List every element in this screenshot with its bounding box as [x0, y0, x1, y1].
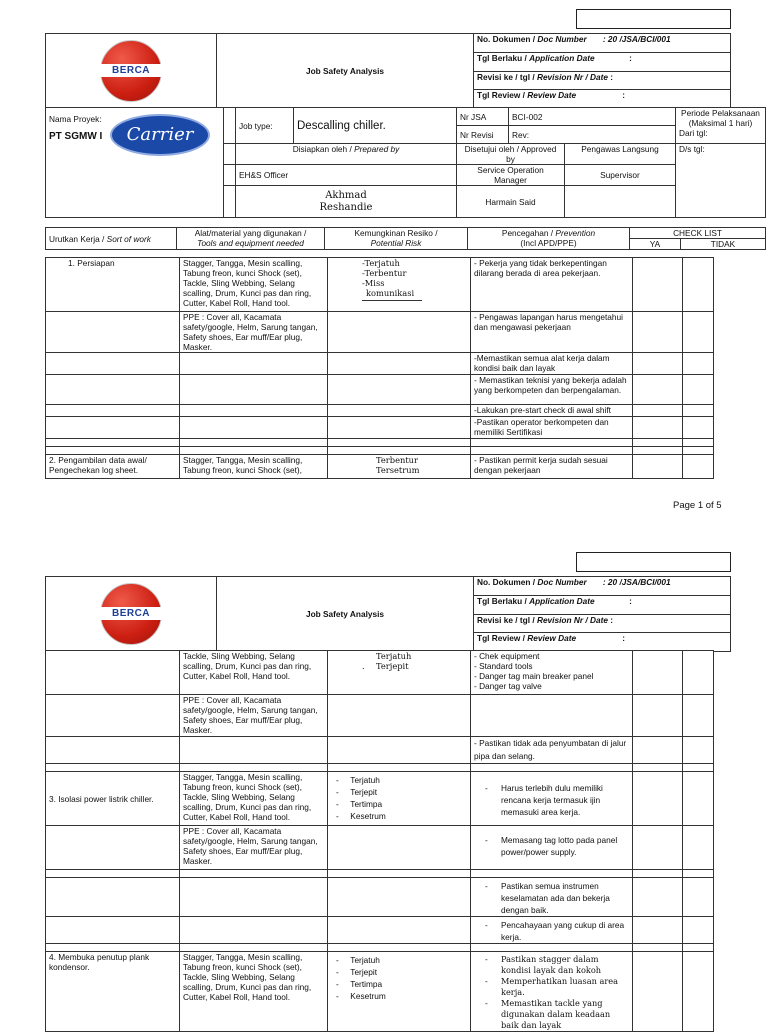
table-row	[46, 695, 714, 737]
periode-sub: (Maksimal 1 hari)	[688, 118, 753, 128]
step-3-prevention-3: - Pastikan semua instrumen keselamatan ada dan bekerja dengan baik.	[471, 878, 633, 917]
step-3-tools: Stagger, Tangga, Mesin scalling, Tabung freon, kunci Shock (set), Tackle, Sling Webbing, Selang scalling, Drum, Kunci pas dan ring, Cutter, Kabel Roll, Hand tool.	[180, 772, 328, 826]
job-type-label: Job type:	[236, 108, 294, 144]
col-tools-header: Alat/material yang digunakan / Tools and equipment needed	[177, 228, 325, 250]
job-type-value: Descalling chiller.	[294, 108, 457, 144]
project-info-table	[45, 107, 766, 218]
review-date-row: Tgl Review / Review Date :	[474, 90, 731, 109]
col-risk-header: Kemungkinan Resiko / Potential Risk	[325, 228, 468, 250]
step-3-label: 3. Isolasi power listrik chiller.	[46, 772, 180, 826]
col-prevention-header: Pencegahan / Prevention (Incl APD/PPE)	[468, 228, 630, 250]
table-row	[46, 439, 714, 447]
cont-risks: Terjatuh . Terjepit	[328, 651, 471, 695]
col-step-header: Urutkan Kerja / Sort of work	[46, 228, 177, 250]
table-row	[46, 952, 714, 1032]
table-row	[46, 258, 714, 312]
nr-jsa-label: Nr JSA	[457, 108, 509, 126]
step-1-prevention-1: - Pekerja yang tidak berkepentingan dilarang berada di area pekerjaan.	[471, 258, 633, 312]
page2-header-table	[45, 576, 731, 652]
step-1-prevention-4: - Memastikan teknisi yang bekerja adalah yang berkompeten dan berpengalaman.	[471, 375, 633, 405]
step-1-label: 1. Persiapan	[46, 258, 180, 312]
application-date-row: Tgl Berlaku / Application Date :	[474, 595, 731, 614]
periode-label: Periode Pelaksanaan	[681, 108, 760, 118]
berca-logo-cell	[46, 577, 217, 652]
step-1-risks: -Terjatuh -Terbentur -Miss komunikasi	[328, 258, 471, 312]
step-1-ppe: PPE : Cover all, Kacamata safety/google, Helm, Sarung tangan, Safety shoes, Ear muff/Ear plug, Masker.	[180, 312, 328, 353]
dari-tgl: Dari tgl:	[679, 128, 708, 138]
step-4-risks: - Terjatuh - Terjepit - Tertimpa - Kesetrum	[328, 952, 471, 1032]
ds-tgl-cell	[676, 144, 766, 218]
table-row	[46, 944, 714, 952]
berca-logo-text: BERCA	[98, 64, 164, 77]
page1-header-table	[45, 33, 731, 109]
step-4-label: 4. Membuka penutup plank kondensor.	[46, 952, 180, 1032]
prepared-by-label: Disiapkan oleh / Prepared by	[236, 144, 457, 165]
table-row	[46, 764, 714, 772]
table-row	[46, 826, 714, 870]
step-3-prevention-4: - Pencahayaan yang cukup di area kerja.	[471, 917, 633, 944]
table-row	[46, 737, 714, 764]
prepared-role: EH&S Officer	[236, 165, 457, 186]
approved-by-label: Disetujui oleh / Approved by	[457, 144, 565, 165]
column-header-table	[45, 227, 766, 250]
page-title: Job Safety Analysis	[217, 577, 474, 652]
application-date-row: Tgl Berlaku / Application Date :	[474, 52, 731, 71]
table-row	[46, 405, 714, 417]
table-row	[46, 447, 714, 455]
cont-ppe: PPE : Cover all, Kacamata safety/google, Helm, Sarung tangan, Safety shoes, Ear muff/Ear plug, Masker.	[180, 695, 328, 737]
page1-top-box	[576, 9, 731, 29]
cont-tools: Tackle, Sling Webbing, Selang scalling, Drum, Kunci pas dan ring, Cutter, Kabel Roll, Hand tool.	[180, 651, 328, 695]
col-tidak-header: TIDAK	[681, 239, 766, 250]
nr-revisi-label: Nr Revisi	[457, 126, 509, 144]
table-row	[46, 455, 714, 479]
pengawas-label: Pengawas Langsung	[565, 144, 676, 165]
col-checklist-header: CHECK LIST	[630, 228, 766, 239]
table-row	[46, 375, 714, 405]
ds-tgl: D/s tgl:	[679, 144, 705, 154]
revision-row: Revisi ke / tgl / Revision Nr / Date :	[474, 71, 731, 90]
step-4-tools: Stagger, Tangga, Mesin scalling, Tabung freon, kunci Shock (set), Tackle, Sling Webbing, Selang scalling, Drum, Kunci pas dan ring, Cutter, Kabel Roll, Hand tool.	[180, 952, 328, 1032]
table-row	[46, 772, 714, 826]
project-name-cell	[46, 108, 224, 218]
step-1-prevention-2: - Pengawas lapangan harus mengetahui dan mengawasi pekerjaan	[471, 312, 633, 353]
revision-row: Revisi ke / tgl / Revision Nr / Date :	[474, 614, 731, 633]
revision-value: Rev:	[509, 126, 676, 144]
step-2-risks: Terbentur Tersetrum	[328, 455, 471, 479]
nr-jsa-value: BCI-002	[509, 108, 676, 126]
table-row	[46, 917, 714, 944]
project-name-label: Nama Proyek:	[49, 114, 102, 124]
berca-logo-cell	[46, 34, 217, 109]
table-row	[46, 417, 714, 439]
table-row	[46, 353, 714, 375]
periode-cell	[676, 108, 766, 144]
table-row	[46, 870, 714, 878]
step-3-ppe: PPE : Cover all, Kacamata safety/google, Helm, Sarung tangan, Safety shoes, Ear muff/Ear plug, Masker.	[180, 826, 328, 870]
col-ya-header: YA	[630, 239, 681, 250]
pengawas-role: Supervisor	[565, 165, 676, 186]
step-1-tools: Stagger, Tangga, Mesin scalling, Tabung freon, kunci Shock (set), Tackle, Sling Webbing, Selang scalling, Drum, Kunci pas dan ring, Cutter, Kabel Roll, Hand tool.	[180, 258, 328, 312]
step-2-tools: Stagger, Tangga, Mesin scalling, Tabung freon, kunci Shock (set),	[180, 455, 328, 479]
page-number: Page 1 of 5	[673, 500, 722, 511]
cont-prevention-2: - Pastikan tidak ada penyumbatan di jalur pipa dan selang.	[471, 737, 633, 764]
page2-top-box	[576, 552, 731, 572]
page1-steps-table	[45, 257, 714, 479]
cont-prevention: - Chek equipment - Standard tools - Danger tag main breaker panel - Danger tag valve	[471, 651, 633, 695]
approved-name: Harmain Said	[457, 186, 565, 218]
doc-number-row: No. Dokumen / Doc Number : 20 /JSA/BCI/001	[474, 577, 731, 596]
approved-role: Service Operation Manager	[457, 165, 565, 186]
step-3-risks: - Terjatuh - Terjepit - Tertimpa - Kesetrum	[328, 772, 471, 826]
step-1-prevention-3: -Memastikan semua alat kerja dalam kondisi baik dan layak	[471, 353, 633, 375]
step-1-prevention-6: -Pastikan operator berkompeten dan memiliki Sertifikasi	[471, 417, 633, 439]
doc-number-row: No. Dokumen / Doc Number : 20 /JSA/BCI/001	[474, 34, 731, 53]
step-3-prevention-1: - Harus terlebih dulu memiliki rencana kerja termasuk ijin memasuki area kerja.	[471, 772, 633, 826]
step-4-prevention: - Pastikan stagger dalam kondisi layak dan kokoh - Memperhatikan luasan area kerja. - Memastikan tackle yang digunakan dalam keadaan baik dan layak	[471, 952, 633, 1032]
step-3-prevention-2: - Memasang tag lotto pada panel power/power supply.	[471, 826, 633, 870]
project-name-value: PT SGMW I	[49, 131, 103, 142]
carrier-logo: Carrier	[110, 114, 210, 156]
step-1-prevention-5: -Lakukan pre-start check di awal shift	[471, 405, 633, 417]
table-row	[46, 651, 714, 695]
page-title: Job Safety Analysis	[217, 34, 474, 109]
review-date-row: Tgl Review / Review Date :	[474, 633, 731, 652]
table-row	[46, 878, 714, 917]
step-2-label: 2. Pengambilan data awal/ Pengechekan log sheet.	[46, 455, 180, 479]
berca-logo	[100, 40, 162, 102]
table-row	[46, 312, 714, 353]
page2-steps-table	[45, 650, 714, 1032]
prepared-name: Akhmad Reshandie	[236, 186, 457, 218]
berca-logo-text: BERCA	[98, 607, 164, 620]
berca-logo	[100, 583, 162, 645]
step-2-prevention-1: - Pastikan permit kerja sudah sesuai dengan pekerjaan	[471, 455, 633, 479]
